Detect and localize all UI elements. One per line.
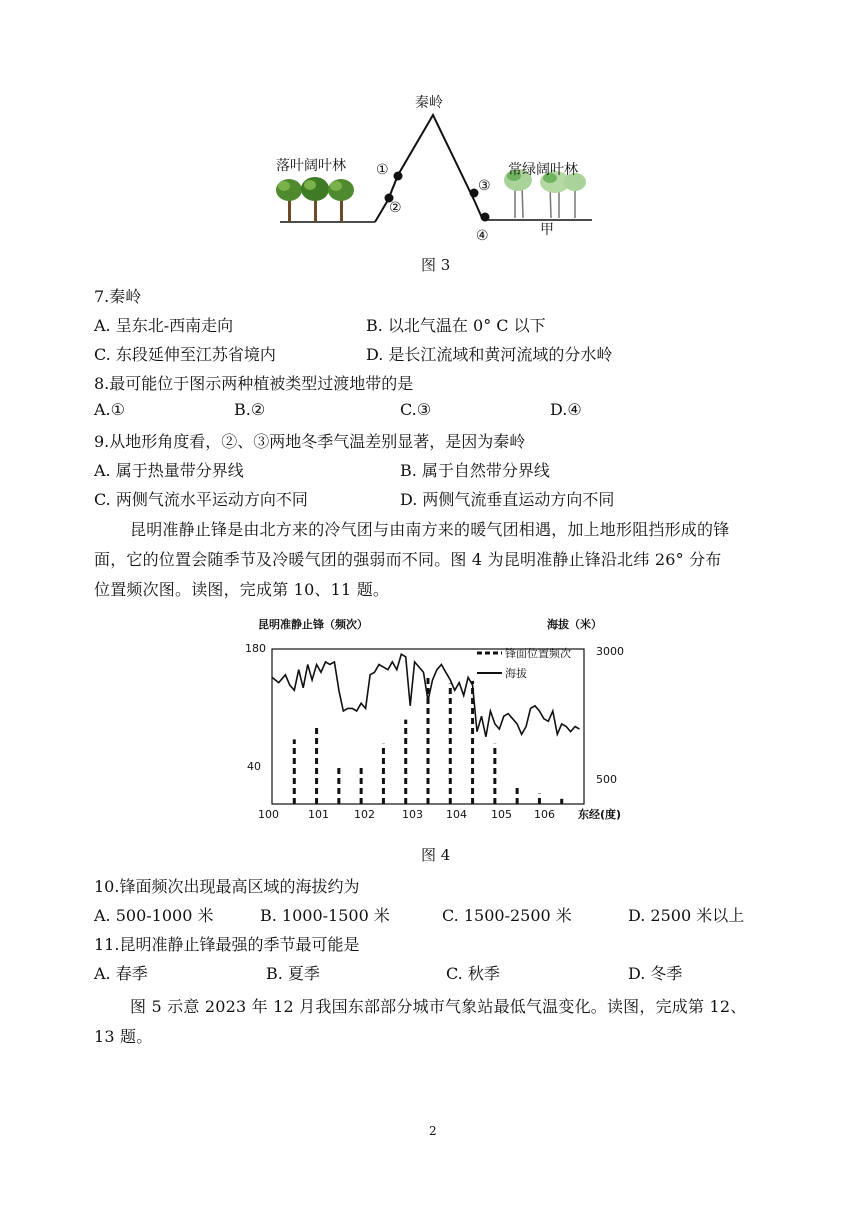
fig5-intro-line-1: 图 5 示意 2023 年 12 月我国东部部分城市气象站最低气温变化。读图，完成第 12、: [130, 997, 747, 1016]
q9-stem: 9.从地形角度看，②、③两地冬季气温差别显著，是因为秦岭: [94, 432, 526, 451]
figure-4-caption: 图 4: [421, 846, 451, 864]
q10-option-c: C. 1500-2500 米: [442, 906, 572, 925]
q8-option-b: B.②: [234, 400, 266, 419]
q8-option-c: C.③: [400, 400, 432, 419]
figure-4-chart: [240, 612, 660, 827]
point-4: [481, 213, 490, 222]
q9-option-c: C. 两侧气流水平运动方向不同: [94, 490, 308, 509]
fig5-intro-line-2: 13 题。: [94, 1027, 153, 1046]
q8-stem: 8.最可能位于图示两种植被类型过渡地带的是: [94, 374, 414, 393]
peak-label: 秦岭: [415, 95, 443, 111]
legend-elev-label: 海拔: [505, 667, 527, 680]
figure-3-diagram: [270, 90, 610, 250]
q7-option-a: A. 呈东北-西南走向: [94, 316, 234, 335]
q11-option-b: B. 夏季: [266, 964, 320, 983]
q11-option-c: C. 秋季: [446, 964, 500, 983]
evergreen-forest-label: 常绿阔叶林: [508, 162, 578, 178]
q11-option-d: D. 冬季: [628, 964, 683, 983]
deciduous-trees-icon: [276, 177, 354, 222]
q7-option-b: B. 以北气温在 0° C 以下: [366, 316, 546, 335]
q7-option-c: C. 东段延伸至江苏省境内: [94, 345, 276, 364]
x-axis-title: 东经(度): [578, 808, 622, 821]
intro-paragraph-line-1: 昆明准静止锋是由北方来的冷气团与由南方来的暖气团相遇，加上地形阻挡形成的锋: [130, 520, 730, 539]
q9-option-b: B. 属于自然带分界线: [400, 461, 550, 480]
left-tick-40: 40: [247, 760, 261, 773]
left-tick-180: 180: [245, 642, 266, 655]
x-tick-102: 102: [354, 808, 375, 821]
q10-option-d: D. 2500 米以上: [628, 906, 745, 925]
figure-3-caption: 图 3: [421, 256, 451, 274]
x-tick-101: 101: [308, 808, 329, 821]
intro-paragraph-line-2: 面，它的位置会随季节及冷暖气团的强弱而不同。图 4 为昆明准静止锋沿北纬 26° 分布: [94, 550, 722, 569]
x-tick-104: 104: [446, 808, 467, 821]
q7-option-d: D. 是长江流域和黄河流域的分水岭: [366, 345, 613, 364]
legend-front-label: 锋面位置频次: [505, 647, 571, 660]
x-tick-100: 100: [258, 808, 279, 821]
jia-label: 甲: [540, 222, 554, 238]
intro-paragraph-line-3: 位置频次图。读图，完成第 10、11 题。: [94, 580, 390, 599]
q9-option-a: A. 属于热量带分界线: [94, 461, 244, 480]
marker-4: ④: [476, 228, 489, 244]
q11-option-a: A. 春季: [94, 964, 148, 983]
q10-option-b: B. 1000-1500 米: [260, 906, 390, 925]
left-axis-title: 昆明准静止锋（频次）: [258, 618, 368, 631]
q11-stem: 11.昆明准静止锋最强的季节最可能是: [94, 935, 360, 954]
elevation-line: [272, 654, 580, 737]
deciduous-forest-label: 落叶阔叶林: [276, 158, 346, 174]
q8-option-d: D.④: [550, 400, 582, 419]
marker-1: ①: [376, 162, 389, 178]
x-tick-105: 105: [491, 808, 512, 821]
x-tick-103: 103: [402, 808, 423, 821]
marker-2: ②: [389, 200, 402, 216]
q9-option-d: D. 两侧气流垂直运动方向不同: [400, 490, 615, 509]
point-1: [394, 172, 403, 181]
q10-stem: 10.锋面频次出现最高区域的海拔约为: [94, 877, 360, 896]
q8-option-a: A.①: [94, 400, 125, 419]
right-tick-500: 500: [596, 773, 617, 786]
right-axis-title: 海拔（米）: [547, 618, 602, 631]
x-tick-106: 106: [534, 808, 555, 821]
q7-stem: 7.秦岭: [94, 287, 142, 306]
marker-3: ③: [478, 178, 491, 194]
right-tick-3000: 3000: [596, 645, 624, 658]
q10-option-a: A. 500-1000 米: [94, 906, 214, 925]
page-number: 2: [429, 1124, 437, 1138]
